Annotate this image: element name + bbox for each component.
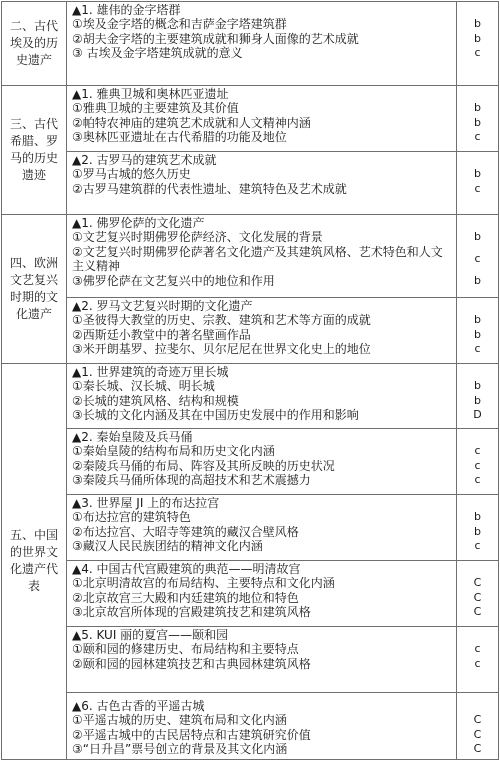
- level-mark: b: [474, 313, 481, 327]
- level-mark: C: [473, 742, 482, 756]
- topic-heading: ▲1. 雄伟的金字塔群: [72, 3, 181, 17]
- level-mark: b: [474, 115, 481, 129]
- level-mark: c: [474, 46, 481, 60]
- topic-item: ②胡夫金字塔的主要建筑成就和狮身人面像的艺术成就: [72, 31, 359, 46]
- table-row: [2, 152, 499, 215]
- topic-heading: ▲4. 中国古代宫殿建筑的典范——明清故宫: [72, 562, 301, 576]
- curriculum-table: [1, 1, 499, 760]
- topic-content: [67, 152, 457, 215]
- topic-item: ①秦长城、汉长城、明长城: [72, 379, 215, 394]
- level-column: [457, 561, 499, 627]
- topic-item: ③藏汉人民民族团结的精神文化内涵: [72, 539, 263, 554]
- level-column: [457, 152, 499, 215]
- table-row: [2, 495, 499, 561]
- topic-item: ①雅典卫城的主要建筑及其价值: [72, 101, 239, 116]
- topic-content: [67, 2, 457, 86]
- level-mark: b: [474, 524, 481, 538]
- level-column: [457, 364, 499, 429]
- level-column: [457, 2, 499, 86]
- topic-item: ②秦陵兵马俑的布局、阵容及其所反映的历史状况: [72, 458, 335, 473]
- level-column: [457, 627, 499, 693]
- level-mark: C: [473, 605, 482, 619]
- topic-item: ①罗马古城的悠久历史: [72, 167, 191, 182]
- level-mark: b: [474, 17, 481, 31]
- topic-content: [67, 693, 457, 760]
- topic-item: ②帕特农神庙的建筑艺术成就和人文精神内涵: [72, 115, 311, 130]
- topic-item: ②北京故宫三大殿和内廷建筑的地位和特色: [72, 590, 299, 605]
- level-column: [457, 693, 499, 760]
- level-mark: c: [474, 251, 481, 265]
- topic-item: ③长城的文化内涵及其在中国历史发展中的作用和影响: [72, 408, 359, 423]
- level-mark: c: [474, 656, 481, 670]
- topic-item: ①颐和园的修建历史、布局结构和主要特点: [72, 642, 299, 657]
- topic-heading: ▲2. 秦始皇陵及兵马俑: [72, 430, 193, 444]
- topic-item: ①秦始皇陵的结构布局和历史文化内涵: [72, 444, 275, 459]
- topic-item: ①北京明清故宫的布局结构、主要特点和文化内涵: [72, 576, 335, 591]
- topic-item: ③“日升昌”票号创立的背景及其文化内涵: [72, 742, 288, 757]
- table-row: [2, 429, 499, 495]
- topic-item: ③米开朗基罗、拉斐尔、贝尔尼尼在世界文化史上的地位: [72, 342, 371, 357]
- table-row: [2, 86, 499, 152]
- topic-item: ①圣彼得大教堂的历史、宗教、建筑和艺术等方面的成就: [72, 313, 371, 328]
- topic-item: ②古罗马建筑群的代表性遗址、建筑特色及艺术成就: [72, 181, 347, 196]
- topic-item: ③北京故宫所体现的宫殿建筑技艺和建筑风格: [72, 605, 311, 620]
- topic-item: ②文艺复兴时期佛罗伦萨著名文化遗产及其建筑风格、艺术特色和人文主义精神: [72, 244, 443, 274]
- topic-content: [67, 215, 457, 298]
- section-title: 二、古代埃及的历史遗产: [2, 2, 67, 86]
- level-mark: b: [474, 393, 481, 407]
- level-mark: b: [474, 31, 481, 45]
- level-mark: c: [474, 458, 481, 472]
- level-mark: C: [473, 576, 482, 590]
- topic-item: ①平遥古城的历史、建筑布局和文化内涵: [72, 713, 287, 728]
- table-row: [2, 364, 499, 429]
- topic-content: [67, 298, 457, 364]
- table-row: [2, 215, 499, 298]
- table-row: [2, 298, 499, 364]
- level-column: [457, 86, 499, 152]
- topic-content: [67, 561, 457, 627]
- level-mark: C: [473, 727, 482, 741]
- level-mark: c: [474, 473, 481, 487]
- table-row: [2, 693, 499, 760]
- level-column: [457, 429, 499, 495]
- level-mark: D: [473, 408, 482, 422]
- section-title: 五、中国的世界文化遗产代表: [2, 364, 67, 760]
- topic-item: ②布达拉宫、大昭寺等建筑的藏汉合壁风格: [72, 524, 299, 539]
- topic-item: ①布达拉宫的建筑特色: [72, 510, 191, 525]
- level-mark: C: [473, 590, 482, 604]
- topic-item: ②长城的建筑风格、结构和规模: [72, 393, 239, 408]
- level-mark: b: [474, 379, 481, 393]
- level-column: [457, 298, 499, 364]
- topic-content: [67, 495, 457, 561]
- level-mark: c: [474, 444, 481, 458]
- level-mark: b: [474, 167, 481, 181]
- level-mark: C: [473, 713, 482, 727]
- topic-item: ②平遥古城中的古民居特点和古建筑研究价值: [72, 727, 311, 742]
- topic-content: [67, 364, 457, 429]
- topic-content: [67, 86, 457, 152]
- table-row: [2, 627, 499, 693]
- topic-heading: ▲2. 古罗马的建筑艺术成就: [72, 153, 217, 167]
- level-mark: b: [474, 327, 481, 341]
- table-row: [2, 561, 499, 627]
- level-mark: c: [474, 539, 481, 553]
- topic-item: ①文艺复兴时期佛罗伦萨经济、文化发展的背景: [72, 230, 323, 245]
- topic-heading: ▲6. 古色古香的平遥古城: [72, 699, 205, 713]
- section-title: 三、古代希腊、罗马的历史遗迹: [2, 86, 67, 215]
- level-mark: b: [474, 273, 481, 287]
- level-mark: b: [474, 510, 481, 524]
- table-row: [2, 2, 499, 86]
- section-title: 四、欧洲文艺复兴时期的文化遗产: [2, 215, 67, 364]
- topic-heading: ▲1. 雅典卫城和奥林匹亚遗址: [72, 87, 229, 101]
- level-mark: c: [474, 181, 481, 195]
- topic-heading: ▲2. 罗马文艺复兴时期的文化遗产: [72, 299, 253, 313]
- topic-heading: ▲1. 佛罗伦萨的文化遗产: [72, 216, 205, 230]
- level-mark: c: [474, 130, 481, 144]
- level-mark: c: [474, 642, 481, 656]
- topic-heading: ▲3. 世界屋 JI 上的布达拉宫: [72, 496, 220, 510]
- topic-item: ②西斯廷小教堂中的著名壁画作品: [72, 327, 251, 342]
- topic-heading: ▲5. KUI 丽的夏宫——颐和园: [72, 628, 229, 642]
- level-mark: c: [474, 342, 481, 356]
- level-column: [457, 215, 499, 298]
- level-column: [457, 495, 499, 561]
- topic-item: ③秦陵兵马俑所体现的高超技术和艺术震撼力: [72, 473, 311, 488]
- topic-content: [67, 627, 457, 693]
- level-mark: b: [474, 101, 481, 115]
- topic-item: ②颐和园的园林建筑技艺和古典园林建筑风格: [72, 656, 311, 671]
- level-mark: b: [474, 230, 481, 244]
- topic-heading: ▲1. 世界建筑的奇迹万里长城: [72, 365, 229, 379]
- topic-item: ①埃及金字塔的概念和吉萨金字塔建筑群: [72, 17, 287, 32]
- topic-content: [67, 429, 457, 495]
- topic-item: ③奥林匹亚遗址在古代希腊的功能及地位: [72, 130, 287, 145]
- topic-item: ③佛罗伦萨在文艺复兴中的地位和作用: [72, 273, 275, 288]
- topic-item: ③ 古埃及金字塔建筑成就的意义: [72, 46, 243, 61]
